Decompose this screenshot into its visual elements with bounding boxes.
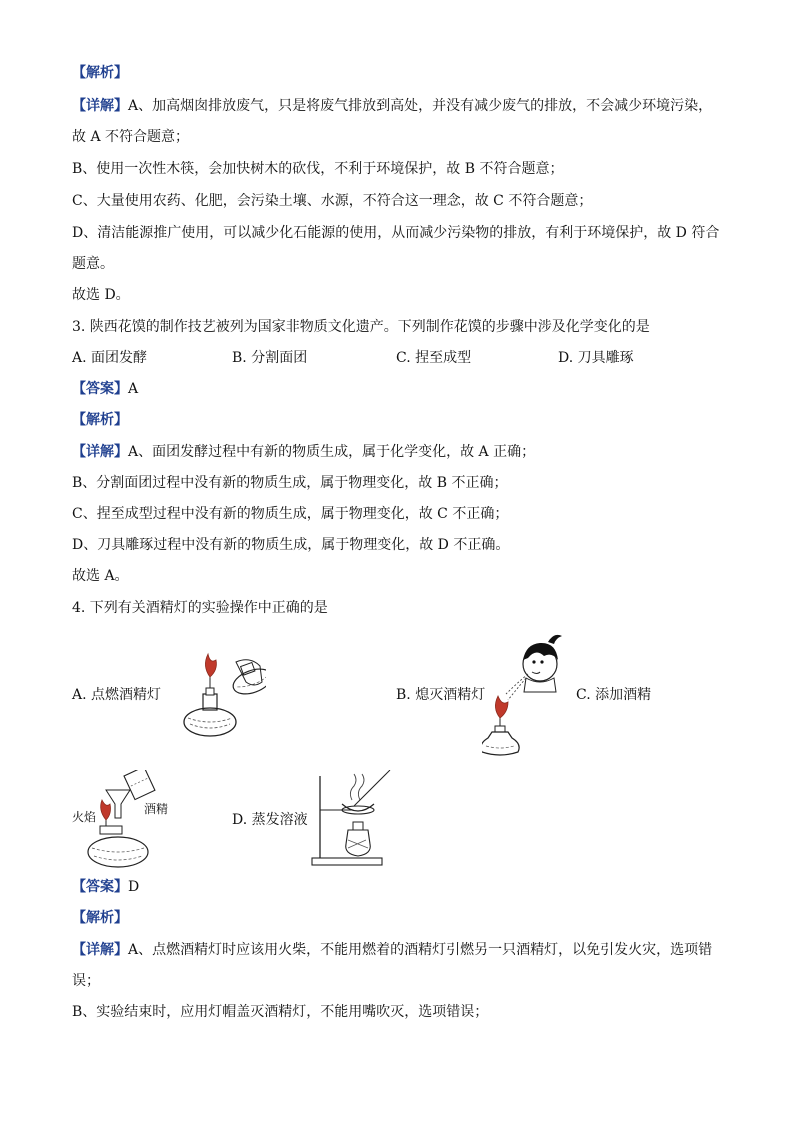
flame-label: 火焰 (72, 810, 97, 824)
analysis-heading (72, 907, 128, 929)
detail-line: C、大量使用农药、化肥，会污染土壤、水源，不符合这一理念，故 C 不符合题意； (72, 193, 593, 209)
q4-answer-line (72, 876, 139, 898)
detail-line: D、刀具雕琢过程中没有新的物质生成，属于物理变化，故 D 不正确。 (72, 537, 510, 553)
detail-line: B、使用一次性木筷，会加快树木的砍伐，不利于环境保护，故 B 不符合题意； (72, 161, 564, 177)
q3-answer: A (128, 381, 139, 397)
answer-tag: 【答案】 (72, 381, 128, 397)
conclusion-line: 故选 D。 (72, 287, 130, 303)
q4-option-d: D. 蒸发溶液 (232, 812, 308, 828)
detail-tag: 【详解】 (72, 98, 128, 114)
detail-line (72, 95, 712, 117)
analysis-heading (72, 409, 128, 431)
q3-option-a: A. 面团发酵 (72, 350, 148, 366)
blowing-out-lamp-figure (482, 630, 570, 758)
detail-line: 题意。 (72, 256, 114, 272)
q4-option-c: C. 添加酒精 (576, 687, 652, 703)
detail-line: 误； (72, 973, 100, 989)
jiexi-tag: 【解析】 (72, 412, 128, 428)
alcohol-lamp-lighting-figure (180, 652, 266, 742)
q4-option-b: B. 熄灭酒精灯 (396, 687, 486, 703)
detail-line: C、捏至成型过程中没有新的物质生成，属于物理变化，故 C 不正确； (72, 506, 509, 522)
conclusion-line: 故选 A。 (72, 568, 129, 584)
detail-line: 故 A 不符合题意； (72, 129, 190, 145)
q4-option-a: A. 点燃酒精灯 (72, 687, 162, 703)
q3-option-c: C. 捏至成型 (396, 350, 472, 366)
detail-line (72, 939, 712, 961)
q3-answer-line (72, 378, 138, 400)
answer-tag: 【答案】 (72, 879, 128, 895)
detail-line (72, 441, 535, 463)
detail-line: B、分割面团过程中没有新的物质生成，属于物理变化，故 B 不正确； (72, 475, 508, 491)
q3-option-d: D. 刀具雕琢 (558, 350, 634, 366)
jiexi-tag: 【解析】 (72, 65, 128, 81)
q4-answer: D (128, 879, 140, 895)
q3-option-b: B. 分割面团 (232, 350, 308, 366)
detail-line: B、实验结束时，应用灯帽盖灭酒精灯，不能用嘴吹灭，选项错误； (72, 1004, 489, 1020)
evaporation-figure (308, 770, 398, 870)
question-3-stem: 3. 陕西花馍的制作技艺被列为国家非物质文化遗产。下列制作花馍的步骤中涉及化学变化的是 (72, 319, 650, 335)
jiexi-tag: 【解析】 (72, 910, 128, 926)
detail-text: A、点燃酒精灯时应该用火柴，不能用燃着的酒精灯引燃另一只酒精灯，以免引发火灾，选项错 (128, 942, 713, 958)
detail-tag: 【详解】 (72, 942, 128, 958)
detail-tag: 【详解】 (72, 444, 128, 460)
question-4-stem: 4. 下列有关酒精灯的实验操作中正确的是 (72, 600, 328, 616)
alcohol-label: 酒精 (144, 802, 169, 816)
analysis-heading (72, 62, 128, 84)
detail-line: D、清洁能源推广使用，可以减少化石能源的使用，从而减少污染物的排放，有利于环境保护，故 D 符合 (72, 225, 720, 241)
detail-text: A、面团发酵过程中有新的物质生成，属于化学变化，故 A 正确； (128, 444, 536, 460)
detail-text: A、加高烟囱排放废气，只是将废气排放到高处，并没有减少废气的排放，不会减少环境污染， (128, 98, 713, 114)
